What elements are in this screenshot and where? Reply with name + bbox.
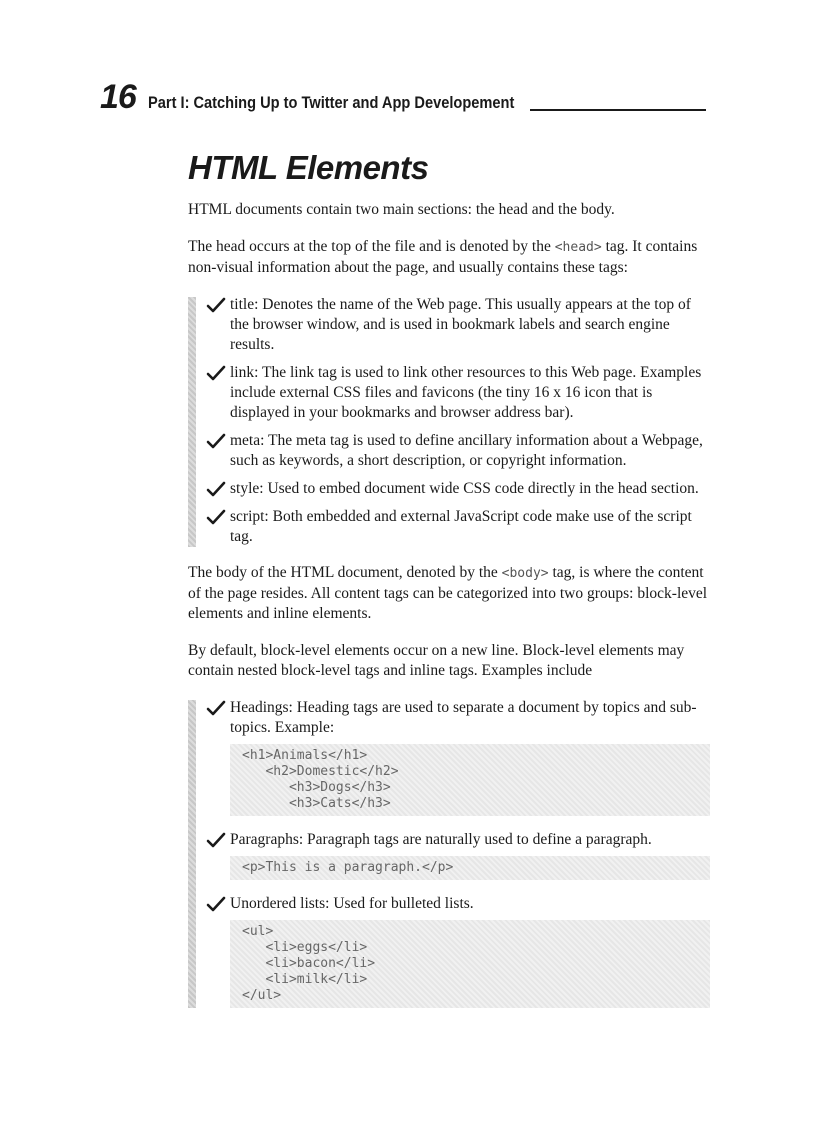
head-tags-list bbox=[188, 295, 710, 547]
list-item bbox=[206, 363, 710, 423]
body-tag-code: <body> bbox=[501, 566, 549, 582]
head-paragraph-text-1: The head occurs at the top of the file and is denoted by the bbox=[188, 238, 555, 256]
list-item bbox=[206, 295, 710, 355]
checkmark-icon bbox=[206, 896, 226, 912]
list-item-text: meta: The meta tag is used to define ancillary information about a Webpage, such as keywords, a short description, or copyright information. bbox=[230, 432, 703, 470]
body-paragraph bbox=[188, 563, 710, 624]
block-level-paragraph: By default, block-level elements occur on a new line. Block-level elements may contain nested block-level tags and inline tags. Examples include bbox=[188, 642, 685, 680]
intro-paragraph: HTML documents contain two main sections: the head and the body. bbox=[188, 201, 615, 219]
part-title: Part I: Catching Up to Twitter and App Developement bbox=[148, 93, 515, 112]
checkmark-icon bbox=[206, 832, 226, 848]
list-item bbox=[206, 698, 710, 816]
checkmark-icon bbox=[206, 509, 226, 525]
list-bar bbox=[188, 700, 196, 1008]
checkmark-icon bbox=[206, 481, 226, 497]
list-item-text: Paragraphs: Paragraph tags are naturally used to define a paragraph. bbox=[230, 831, 652, 849]
code-example-paragraph: <p>This is a paragraph.</p> bbox=[230, 856, 710, 880]
checkmark-icon bbox=[206, 700, 226, 716]
page-number: 16 bbox=[100, 78, 136, 116]
code-example-unordered-list: <ul> <li>eggs</li> <li>bacon</li> <li>milk</li> </ul> bbox=[230, 920, 710, 1008]
list-item bbox=[206, 830, 710, 880]
list-item-text: Unordered lists: Used for bulleted lists. bbox=[230, 895, 474, 913]
list-item-text: link: The link tag is used to link other resources to this Web page. Examples include external CSS files and favicons (the tiny 16 x 16 icon that is displayed in your bookmarks and browser address bar). bbox=[230, 364, 702, 422]
head-paragraph bbox=[188, 237, 710, 278]
list-bar bbox=[188, 297, 196, 547]
header-rule bbox=[530, 109, 706, 111]
running-header bbox=[148, 94, 706, 111]
body-paragraph-text-1: The body of the HTML document, denoted by the bbox=[188, 564, 502, 582]
checkmark-icon bbox=[206, 433, 226, 449]
list-item bbox=[206, 507, 710, 547]
list-item bbox=[206, 479, 710, 499]
code-example-headings: <h1>Animals</h1> <h2>Domestic</h2> <h3>Dogs</h3> <h3>Cats</h3> bbox=[230, 744, 710, 816]
list-item-text: script: Both embedded and external JavaScript code make use of the script tag. bbox=[230, 508, 692, 546]
head-paragraph-text-2: tag. It contains non-visual information about the page, and usually contains these tags: bbox=[188, 238, 698, 277]
list-item-text: Headings: Heading tags are used to separate a document by topics and sub-topics. Example: bbox=[230, 699, 697, 737]
list-item-text: style: Used to embed document wide CSS code directly in the head section. bbox=[230, 480, 699, 498]
main-content bbox=[188, 150, 710, 1024]
body-paragraph-text-2: tag, is where the content of the page resides. All content tags can be categorized into two groups: block-level elements and inline elements. bbox=[188, 564, 708, 623]
block-examples-list bbox=[188, 698, 710, 1008]
list-item-text: title: Denotes the name of the Web page. This usually appears at the top of the browser window, and is used in bookmark labels and search engine results. bbox=[230, 296, 691, 354]
section-title: HTML Elements bbox=[188, 149, 429, 186]
list-item bbox=[206, 431, 710, 471]
checkmark-icon bbox=[206, 365, 226, 381]
list-item bbox=[206, 894, 710, 1008]
head-tag-code: <head> bbox=[554, 240, 602, 256]
checkmark-icon bbox=[206, 297, 226, 313]
